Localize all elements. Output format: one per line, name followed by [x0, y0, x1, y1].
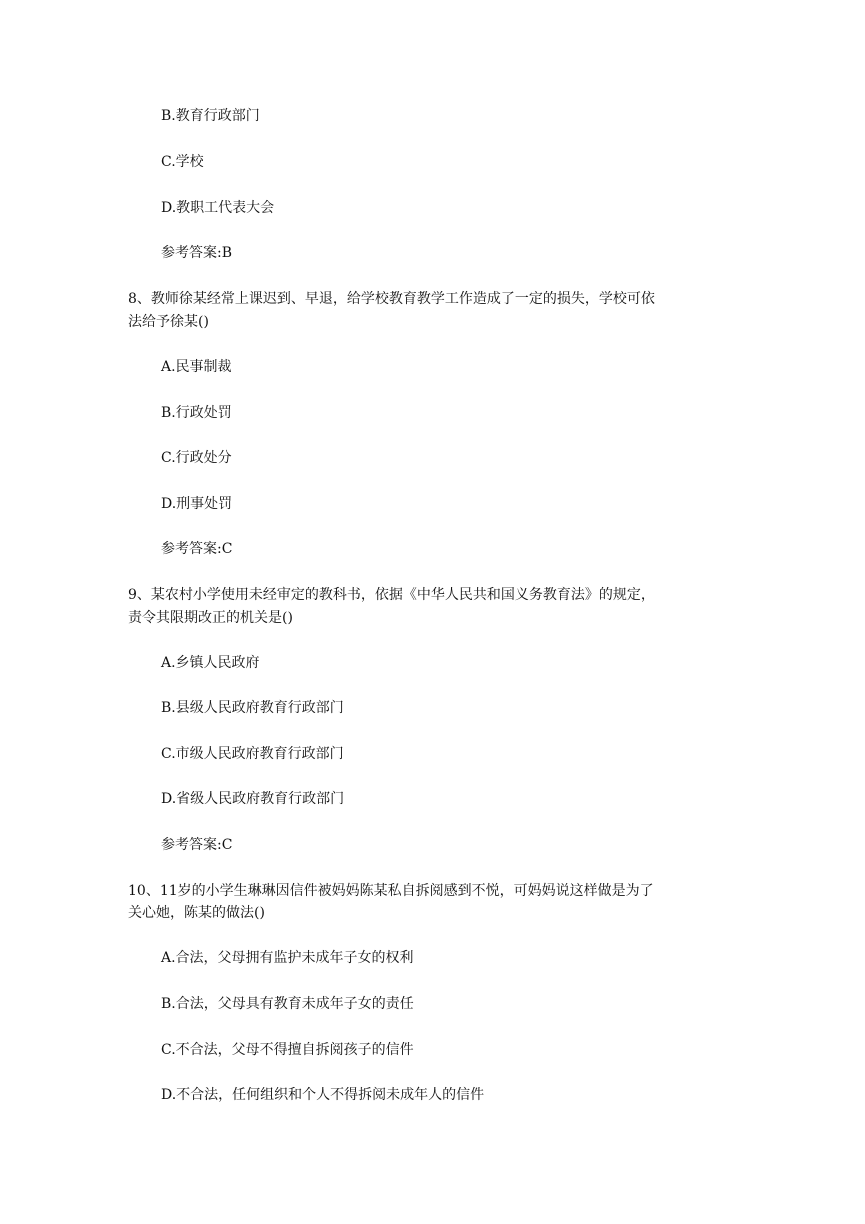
q9-option-a: A.乡镇人民政府 [161, 655, 260, 671]
q7-answer: 参考答案:B [161, 245, 233, 261]
q10-option-b: B.合法，父母具有教育未成年子女的责任 [161, 996, 414, 1012]
q9-question-line1: 9、某农村小学使用未经审定的教科书，依据《中华人民共和国义务教育法》的规定， [128, 587, 655, 603]
q8-answer: 参考答案:C [161, 541, 233, 557]
q7-option-d: D.教职工代表大会 [161, 200, 275, 216]
q10-question-line2: 关心她，陈某的做法() [128, 905, 265, 921]
q10-option-c: C.不合法，父母不得擅自拆阅孩子的信件 [161, 1042, 414, 1058]
q8-option-d: D.刑事处罚 [161, 496, 233, 512]
q8-question-line1: 8、教师徐某经常上课迟到、早退，给学校教育教学工作造成了一定的损失，学校可依 [128, 291, 655, 307]
q9-option-c: C.市级人民政府教育行政部门 [161, 746, 344, 762]
q8-question-line2: 法给予徐某() [128, 314, 209, 330]
q7-option-b: B.教育行政部门 [161, 108, 260, 124]
q10-question-line1: 10、11岁的小学生琳琳因信件被妈妈陈某私自拆阅感到不悦，可妈妈说这样做是为了 [128, 883, 654, 899]
q9-option-b: B.县级人民政府教育行政部门 [161, 700, 344, 716]
q9-question-line2: 责令其限期改正的机关是() [128, 610, 293, 626]
q8-option-a: A.民事制裁 [161, 359, 232, 375]
q7-option-c: C.学校 [161, 154, 204, 170]
q8-option-c: C.行政处分 [161, 450, 232, 466]
q8-option-b: B.行政处罚 [161, 405, 232, 421]
q9-answer: 参考答案:C [161, 837, 233, 853]
q9-option-d: D.省级人民政府教育行政部门 [161, 791, 345, 807]
q10-option-d: D.不合法，任何组织和个人不得拆阅未成年人的信件 [161, 1087, 485, 1103]
q10-option-a: A.合法，父母拥有监护未成年子女的权利 [161, 950, 414, 966]
